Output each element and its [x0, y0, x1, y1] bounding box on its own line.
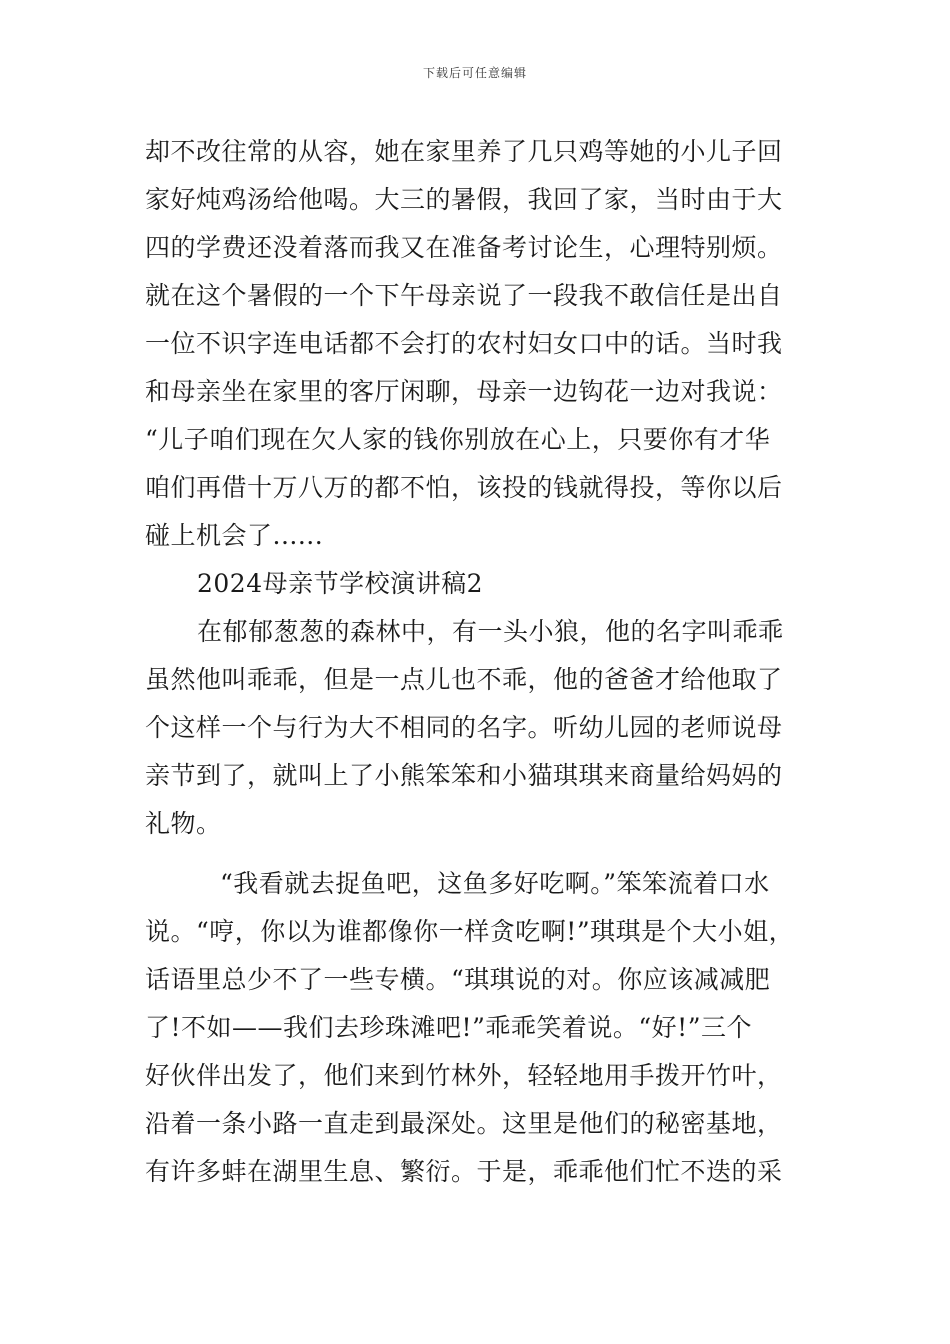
text-line: 了!不如——我们去珍珠滩吧!”乖乖笑着说。“好!”三个	[145, 1013, 752, 1042]
text-line: 有许多蚌在湖里生息、繁衍。于是，乖乖他们忙不迭的采	[145, 1157, 783, 1186]
text-line: “我看就去捉鱼吧，这鱼多好吃啊。”笨笨流着口水	[220, 869, 770, 898]
section-title: 2024母亲节学校演讲稿2	[197, 569, 484, 598]
text-line: 礼物。	[145, 809, 222, 838]
text-line: 家好炖鸡汤给他喝。大三的暑假，我回了家，当时由于大	[145, 185, 783, 214]
page-header: 下载后可任意编辑	[422, 66, 527, 80]
paragraph-2	[145, 608, 805, 848]
text-line: 碰上机会了......	[145, 521, 324, 550]
text-line: 就在这个暑假的一个下午母亲说了一段我不敢信任是出自	[145, 281, 783, 310]
text-line: 和母亲坐在家里的客厅闲聊，母亲一边钩花一边对我说：	[145, 377, 783, 406]
document-body	[145, 128, 805, 1196]
paragraph-1	[145, 128, 805, 560]
text-line: 却不改往常的从容，她在家里养了几只鸡等她的小儿子回	[145, 137, 783, 166]
text-line: 咱们再借十万八万的都不怕，该投的钱就得投，等你以后	[145, 473, 783, 502]
text-line: 四的学费还没着落而我又在准备考讨论生，心理特别烦。	[145, 233, 783, 262]
text-line: 沿着一条小路一直走到最深处。这里是他们的秘密基地，	[145, 1109, 783, 1138]
text-line: 虽然他叫乖乖，但是一点儿也不乖，他的爸爸才给他取了	[145, 665, 783, 694]
paragraph-spacer	[145, 848, 805, 860]
text-line: “儿子咱们现在欠人家的钱你别放在心上，只要你有才华	[145, 425, 771, 454]
paragraph-3	[145, 860, 805, 1196]
text-line: 个这样一个与行为大不相同的名字。听幼儿园的老师说母	[145, 713, 783, 742]
text-line: 一位不识字连电话都不会打的农村妇女口中的话。当时我	[145, 329, 783, 358]
text-line: 在郁郁葱葱的森林中，有一头小狼，他的名字叫乖乖	[197, 617, 784, 646]
text-line: 好伙伴出发了，他们来到竹林外，轻轻地用手拨开竹叶，	[145, 1061, 783, 1090]
text-line: 话语里总少不了一些专横。“琪琪说的对。你应该减减肥	[145, 965, 771, 994]
text-line: 亲节到了，就叫上了小熊笨笨和小猫琪琪来商量给妈妈的	[145, 761, 783, 790]
text-line: 说。“哼，你以为谁都像你一样贪吃啊!”琪琪是个大小姐，	[145, 917, 795, 946]
